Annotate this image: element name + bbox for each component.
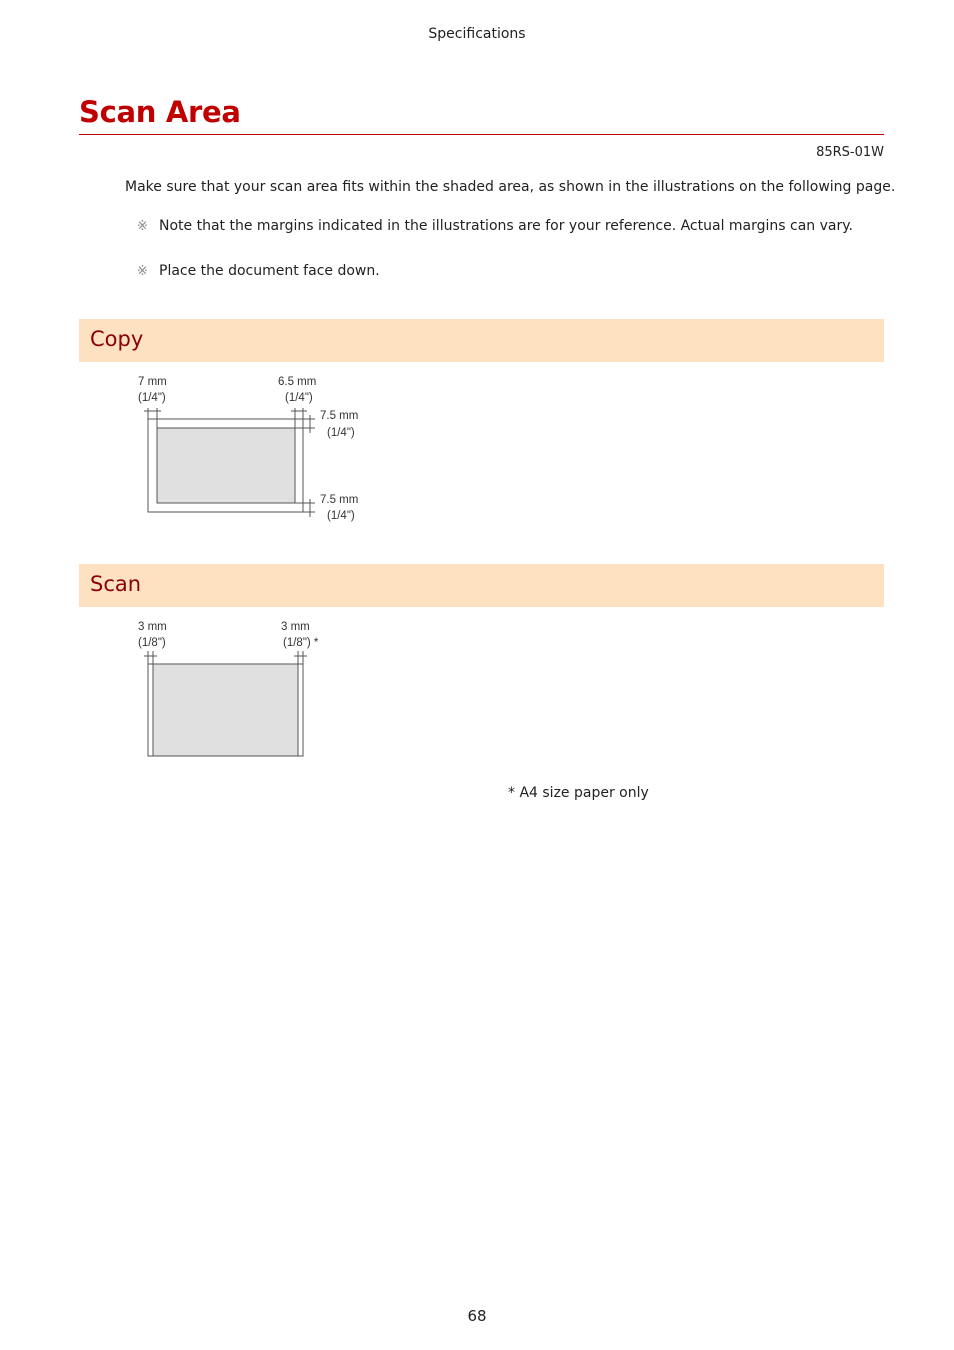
note-item [137, 218, 853, 234]
shaded-scan-area [153, 664, 298, 756]
top-margin-mm: 7.5 mm [320, 410, 359, 422]
section-heading-copy [79, 319, 884, 362]
page-number: 68 [467, 1307, 487, 1325]
left-margin-mm: 7 mm [138, 376, 167, 388]
reference-mark-icon: ※ [137, 263, 148, 279]
document-id: 85RS-01W [816, 145, 884, 160]
page-title: Scan Area [79, 95, 241, 129]
scan-area-diagram [130, 617, 350, 767]
right-margin-mm: 3 mm [281, 621, 310, 633]
footnote: * A4 size paper only [508, 785, 649, 801]
intro-paragraph: Make sure that your scan area fits within the shaded area, as shown in the illustrations on the following page. [125, 179, 896, 195]
title-divider [79, 134, 884, 135]
running-header: Specifications [428, 26, 526, 42]
reference-mark-icon: ※ [137, 218, 148, 234]
left-margin-inch: (1/4") [138, 392, 166, 404]
margin-guides [144, 651, 307, 664]
section-heading-text: Copy [90, 327, 144, 351]
section-heading-scan [79, 564, 884, 607]
bottom-margin-inch: (1/4") [327, 510, 355, 522]
right-margin-inch: (1/4") [285, 392, 313, 404]
copy-scan-area-diagram [130, 372, 380, 532]
right-margin-inch: (1/8") * [283, 637, 319, 649]
left-margin-inch: (1/8") [138, 637, 166, 649]
bottom-margin-mm: 7.5 mm [320, 494, 359, 506]
note-item [137, 263, 380, 279]
section-heading-text: Scan [90, 572, 142, 596]
left-margin-mm: 3 mm [138, 621, 167, 633]
shaded-scan-area [157, 428, 295, 503]
right-margin-mm: 6.5 mm [278, 376, 317, 388]
top-margin-inch: (1/4") [327, 427, 355, 439]
note-text: Note that the margins indicated in the illustrations are for your reference. Actual margins can vary. [159, 218, 853, 234]
note-text: Place the document face down. [159, 263, 380, 279]
